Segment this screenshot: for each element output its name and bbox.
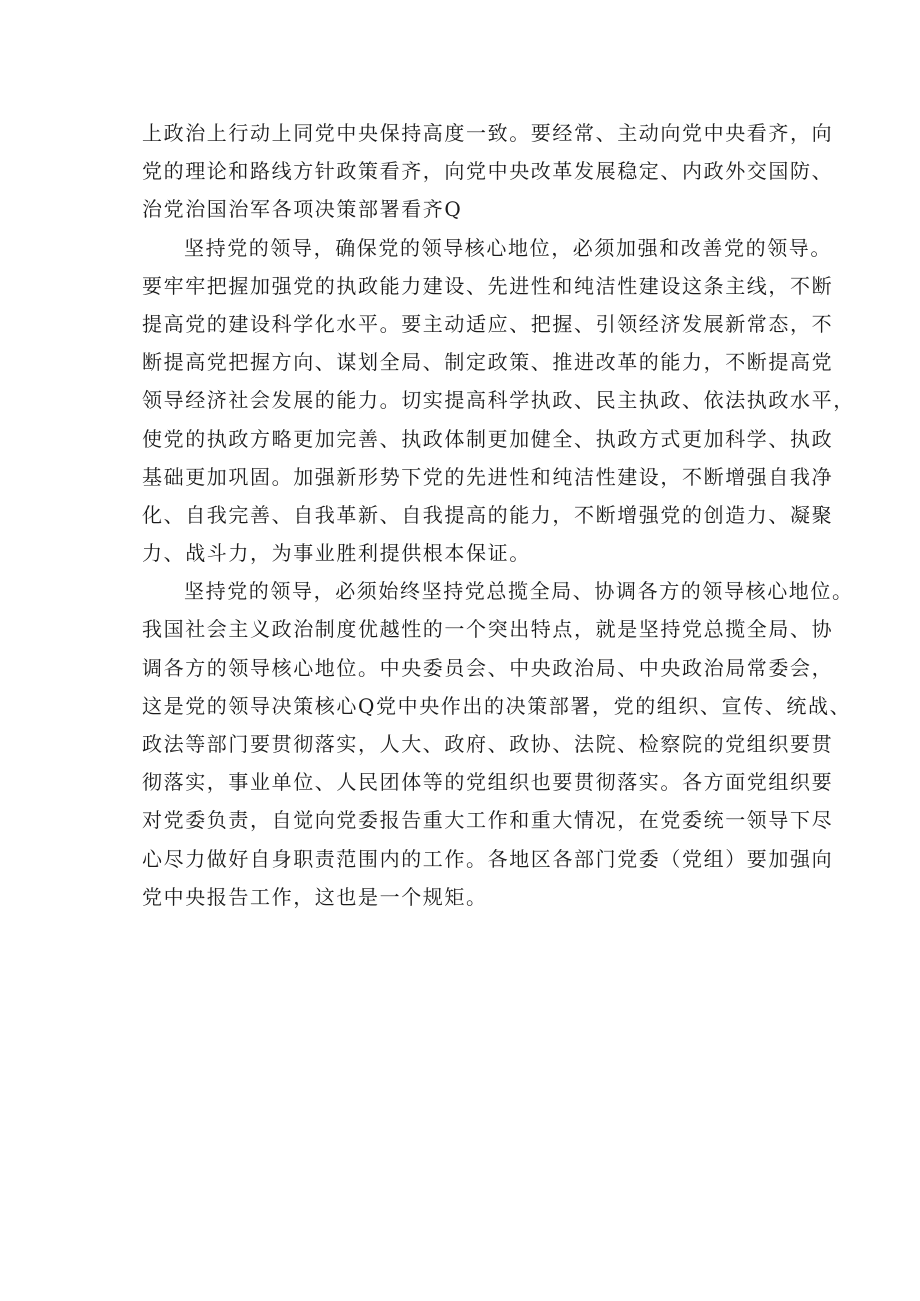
text-line: 我国社会主义政治制度优越性的一个突出特点，就是坚持党总揽全局、协 <box>142 617 834 642</box>
text-line: 坚持党的领导，确保党的领导核心地位，必须加强和改善党的领导。 <box>184 235 832 260</box>
paragraph-3 <box>142 572 854 916</box>
text-line: 对党委负责，自觉向党委报告重大工作和重大情况，在党委统一领导下尽 <box>142 808 834 833</box>
text-line: 治党治国治军各项决策部署看齐Q <box>142 197 463 222</box>
text-line: 心尽力做好自身职责范围内的工作。各地区各部门党委（党组）要加强向 <box>142 846 834 871</box>
text-line: 提高党的建设科学化水平。要主动适应、把握、引领经济发展新常态，不 <box>142 311 834 336</box>
text-line: 党中央报告工作，这也是一个规矩。 <box>142 884 488 909</box>
text-line: 上政治上行动上同党中央保持高度一致。要经常、主动向党中央看齐，向 <box>142 121 834 145</box>
text-line: 力、战斗力，为事业胜利提供根本保证。 <box>142 541 531 566</box>
text-line: 政法等部门要贯彻落实，人大、政府、政协、法院、检察院的党组织要贯 <box>142 732 834 756</box>
text-line: 领导经济社会发展的能力。切实提高科学执政、民主执政、依法执政水平， <box>142 388 855 413</box>
paragraph-2 <box>142 229 855 573</box>
paragraph-1 <box>142 114 834 229</box>
text-line: 这是党的领导决策核心Q党中央作出的决策部署，党的组织、宣传、统战、 <box>142 693 852 718</box>
text-line: 党的理论和路线方针政策看齐，向党中央改革发展稳定、内政外交国防、 <box>142 159 834 184</box>
document-body <box>142 114 855 916</box>
text-line: 使党的执政方略更加完善、执政体制更加健全、执政方式更加科学、执政 <box>142 426 834 451</box>
text-line: 彻落实，事业单位、人民团体等的党组织也要贯彻落实。各方面党组织要 <box>142 770 834 795</box>
text-line: 坚持党的领导，必须始终坚持党总揽全局、协调各方的领导核心地位。 <box>184 579 854 604</box>
text-line: 断提高党把握方向、谋划全局、制定政策、推进改革的能力，不断提高党 <box>142 350 834 375</box>
text-line: 基础更加巩固。加强新形势下党的先进性和纯洁性建设，不断增强自我净 <box>142 464 834 489</box>
text-line: 要牢牢把握加强党的执政能力建设、先进性和纯洁性建设这条主线，不断 <box>142 273 834 298</box>
text-line: 化、自我完善、自我革新、自我提高的能力，不断增强党的创造力、凝聚 <box>142 502 834 527</box>
text-line: 调各方的领导核心地位。中央委员会、中央政治局、中央政治局常委会， <box>142 655 834 680</box>
